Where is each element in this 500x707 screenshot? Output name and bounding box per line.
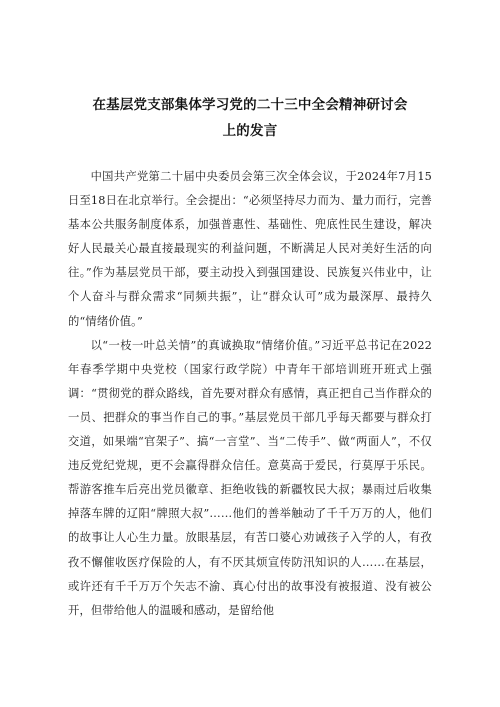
body-paragraph-2: 以“一枝一叶总关情”的真诚换取“情绪价值。”习近平总书记在2022年春季学期中央党校（国家行政学院）中青年干部培训班开班式上强调：“贯彻党的群众路线，首先要对群众有感情，真正把自己当作群众的一员、把群众的事当作自己的事。”基层党员干部几乎每天都要与群众打交道，如果端“官架子”、搞“一言堂”、当“二传手”、做“两面人”，不仅违反党纪党规，更不会赢得群众信任。意莫高于爱民，行莫厚于乐民。帮游客推车后亮出党员徽章、拒绝收钱的新疆牧民大叔；暴雨过后收集掉落车牌的辽阳“牌照大叔”……他们的善举触动了千千万万的人，他们的故事让人心生力量。放眼基层，有苦口婆心劝诫孩子入学的人，有孜孜不懈催收医疗保险的人，有不厌其烦宣传防汛知识的人……在基层，或许还有千千万万个矢志不渝、真心付出的故事没有被报道、没有被公开，但带给他人的温暖和感动，是留给他 [68, 338, 432, 617]
body-paragraph-1: 中国共产党第二十届中央委员会第三次全体会议，于2024年7月15日至18日在北京举行。全会提出：“必须坚持尽力而为、量力而行，完善基本公共服务制度体系，加强普惠性、基础性、兜底性民生建设，解决好人民最关心最直接最现实的利益问题，不断满足人民对美好生活的向往。”作为基层党员干部，要主动投入到强国建设、民族复兴伟业中，让个人奋斗与群众需求“同频共振”，让“群众认可”成为最深厚、最持久的“情绪价值。” [68, 170, 433, 328]
document-title-line-1: 在基层党支部集体学习党的二十三中全会精神研讨会 [92, 97, 408, 113]
document-body [68, 165, 432, 623]
document-title-line-2: 上的发言 [222, 123, 278, 139]
